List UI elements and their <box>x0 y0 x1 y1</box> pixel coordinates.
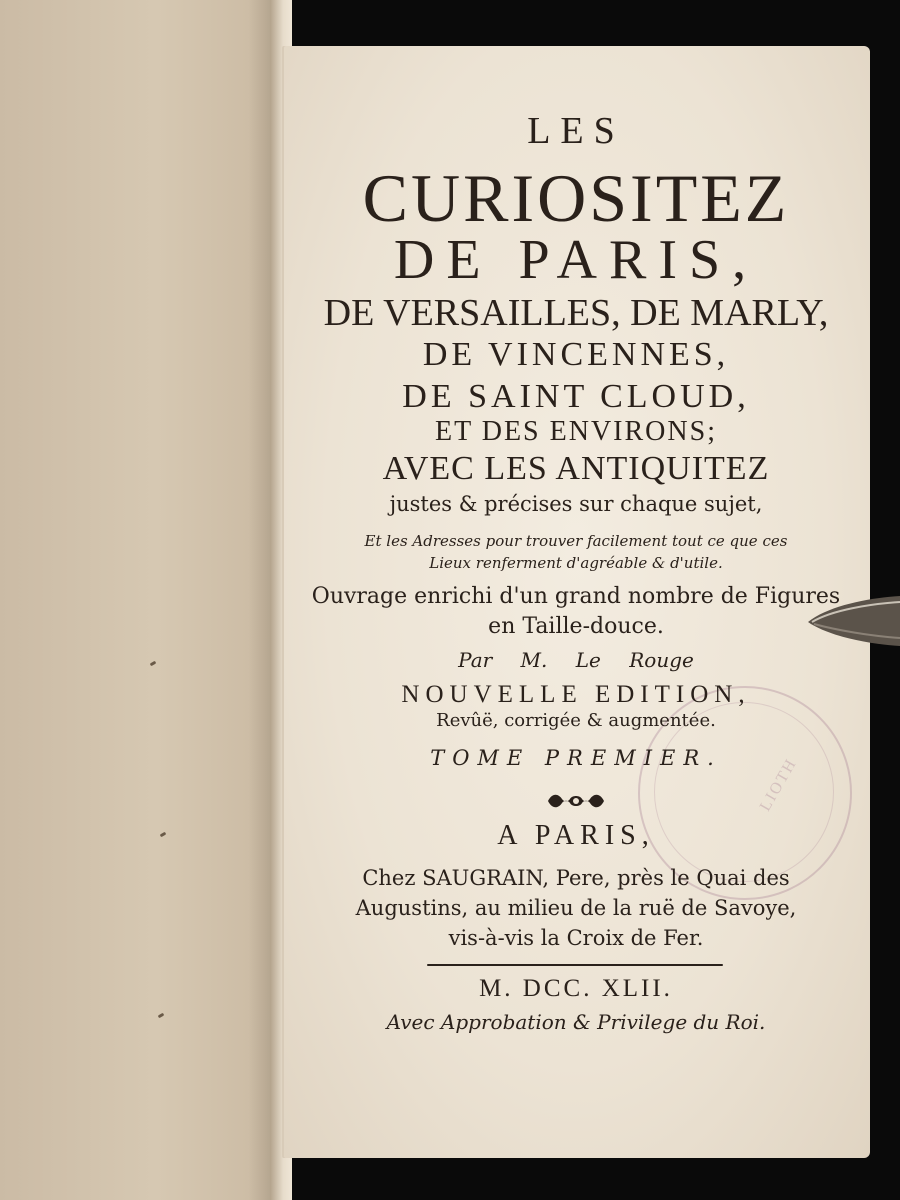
author-line: Par M. Le Rouge <box>458 648 694 672</box>
bookmark-clip-icon <box>808 596 900 646</box>
printers-ornament-icon <box>544 790 608 812</box>
title-les: LES <box>527 110 625 152</box>
subtitle-ouvrage: Ouvrage enrichi d'un grand nombre de Figures <box>311 584 841 609</box>
title-vincennes: DE VINCENNES, <box>422 336 730 373</box>
subtitle-justes: justes & précises sur chaque sujet, <box>389 492 763 516</box>
library-stamp-text: LIOTH <box>756 755 801 815</box>
left-blank-page <box>0 0 282 1200</box>
paper-fleck <box>160 832 167 838</box>
privilege-line: Avec Approbation & Privilege du Roi. <box>386 1010 766 1034</box>
city-a-paris: A PARIS, <box>497 820 655 851</box>
tome-line: TOME PREMIER. <box>430 746 722 770</box>
title-page-text <box>282 46 870 1158</box>
year-line: M. DCC. XLII. <box>479 975 673 1002</box>
paper-fleck <box>158 1013 165 1019</box>
title-page <box>282 46 870 1158</box>
title-de-paris: DE PARIS, <box>393 229 759 291</box>
title-antiquitez: AVEC LES ANTIQUITEZ <box>382 450 770 487</box>
title-curiositez: CURIOSITEZ <box>362 160 790 236</box>
revue-line: Revûë, corrigée & augmentée. <box>436 710 716 731</box>
paper-fleck <box>150 661 157 667</box>
subtitle-adresses-line-1: Et les Adresses pour trouver facilement tout ce que ces <box>364 532 788 550</box>
publisher-line-3: vis-à-vis la Croix de Fer. <box>448 926 704 950</box>
title-saint-cloud: DE SAINT CLOUD, <box>402 378 750 415</box>
publisher-line-1: Chez SAUGRAIN, Pere, près le Quai des <box>362 866 790 890</box>
title-versailles-marly: DE VERSAILLES, DE MARLY, <box>323 292 829 334</box>
subtitle-taille-douce: en Taille-douce. <box>488 614 664 639</box>
title-environs: ET DES ENVIRONS; <box>435 416 717 447</box>
imprint-rule <box>427 964 723 966</box>
publisher-line-2: Augustins, au milieu de la ruë de Savoye, <box>355 896 797 920</box>
subtitle-adresses-line-2: Lieux renferment d'agréable & d'utile. <box>429 554 723 572</box>
edition-line: NOUVELLE EDITION, <box>401 681 751 708</box>
